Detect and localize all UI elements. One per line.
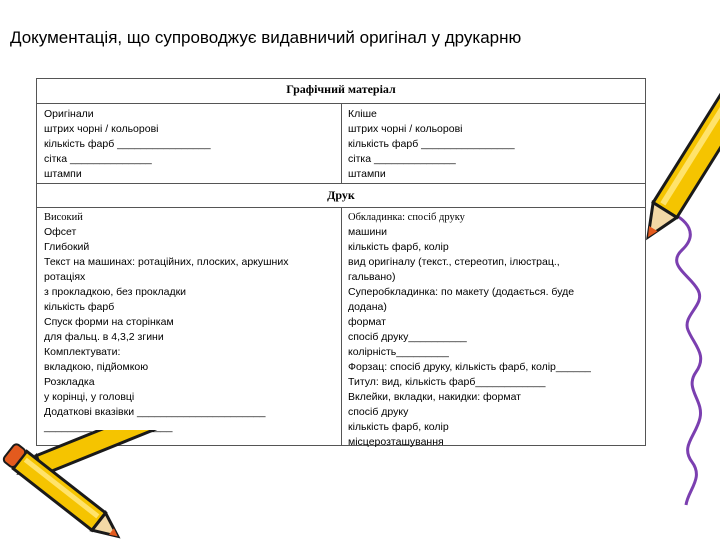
print-right-line: формат <box>348 316 386 328</box>
print-left-line: Текст на машинах: ротаційних, плоских, аркушних <box>44 256 289 268</box>
print-left-line: Офсет <box>44 226 77 238</box>
column-divider <box>341 103 342 183</box>
print-left-line: Глибокий <box>44 241 90 253</box>
print-right-line: гальвано) <box>348 271 396 283</box>
graphic-right-column <box>348 107 515 182</box>
graphic-left-column <box>44 107 211 182</box>
print-left-line: з прокладкою, без прокладки <box>44 286 187 298</box>
print-right-line: кількість фарб, колір <box>348 421 449 433</box>
graphic-right-line: сітка ______________ <box>348 153 456 165</box>
print-left-line: Спуск форми на сторінкам <box>44 316 174 328</box>
print-right-line: Титул: вид, кількість фарб____________ <box>348 376 546 388</box>
graphic-left-line: сітка ______________ <box>44 153 152 165</box>
divider <box>37 183 645 184</box>
print-left-line: ротаціях <box>44 271 86 283</box>
print-left-column <box>44 210 288 435</box>
print-right-line: спосіб друку <box>348 406 409 418</box>
print-left-line: Комплектувати: <box>44 346 121 358</box>
print-right-line: місцерозташування <box>348 436 444 448</box>
graphic-left-line: штрих чорні / кольорові <box>44 123 159 135</box>
print-right-line: вид оригіналу (текст., стереотип, ілюстрац., <box>348 256 560 268</box>
print-left-line: у корінці, у головці <box>44 391 135 403</box>
print-left-line: Додаткові вказівки ______________________ <box>44 406 266 418</box>
graphic-right-line: Кліше <box>348 108 377 120</box>
print-right-line: Вклейки, вкладки, накидки: формат <box>348 391 521 403</box>
graphic-section-header: Графічний матеріал <box>286 82 396 96</box>
print-left-line: Розкладка <box>44 376 95 388</box>
print-right-line: додана) <box>348 301 387 313</box>
print-right-line: Обкладинка: спосіб друку <box>348 212 465 223</box>
print-right-line: спосіб друку__________ <box>348 331 467 343</box>
print-right-line: Суперобкладинка: по макету (додається. буде <box>348 286 575 298</box>
print-left-line: Високий <box>44 212 83 223</box>
graphic-right-line: штрих чорні / кольорові <box>348 123 463 135</box>
page-title: Документація, що супроводжує видавничий оригінал у друкарню <box>10 28 522 47</box>
column-divider <box>341 207 342 445</box>
graphic-left-line: Оригінали <box>44 108 94 120</box>
graphic-right-line: штампи <box>348 168 386 180</box>
print-right-line: Форзац: спосіб друку, кількість фарб, колір______ <box>348 361 591 373</box>
document-table <box>36 78 646 446</box>
print-left-line: для фальц. в 4,3,2 згини <box>44 331 164 343</box>
print-right-line: кількість фарб, колір <box>348 241 449 253</box>
print-right-line: колірність_________ <box>348 346 449 358</box>
print-right-line: машини <box>348 226 388 238</box>
graphic-left-line: штампи <box>44 168 82 180</box>
pencil-icon-right <box>570 0 720 540</box>
print-right-column <box>348 210 591 450</box>
print-left-line: ______________________ <box>44 421 173 433</box>
graphic-left-line: кількість фарб ________________ <box>44 138 211 150</box>
print-left-line: вкладкою, підйомкою <box>44 361 149 373</box>
graphic-right-line: кількість фарб ________________ <box>348 138 515 150</box>
print-section-header: Друк <box>327 188 355 202</box>
print-left-line: кількість фарб <box>44 301 115 313</box>
pencil-icon-left-bottom <box>0 430 220 540</box>
